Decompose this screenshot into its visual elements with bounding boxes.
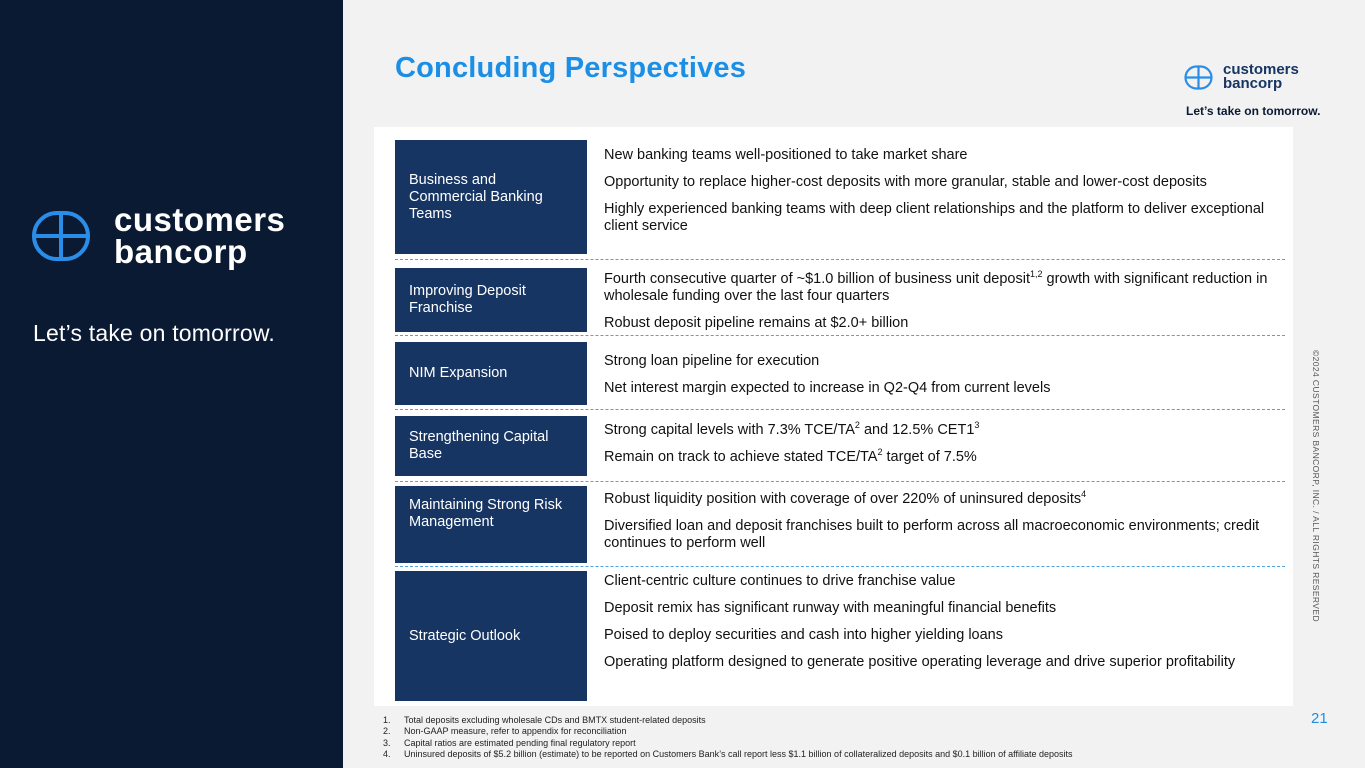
footnotes (383, 715, 1073, 760)
row-divider (395, 566, 1285, 567)
row-divider (395, 335, 1285, 336)
left-logo (32, 201, 286, 270)
bullet-text: Robust deposit pipeline remains at $2.0+ billion (604, 315, 909, 331)
row-label: Strategic Outlook (395, 571, 587, 701)
row-bullets (604, 147, 1274, 245)
logo-word-customers: customers (114, 201, 286, 238)
header-word-bancorp: bancorp (1223, 75, 1283, 92)
perspectives-table (374, 127, 1293, 706)
header-tagline: Let’s take on tomorrow. (1186, 104, 1321, 118)
bullet-text: Poised to deploy securities and cash into higher yielding loans (604, 627, 1003, 643)
row-divider (395, 409, 1285, 410)
bullet-text: Strong loan pipeline for execution (604, 353, 820, 369)
row-label: Strengthening Capital Base (395, 416, 587, 476)
copyright-notice (1310, 350, 1326, 620)
bullet-text: Remain on track to achieve stated TCE/$TA^2$ target of 7.5% (604, 447, 977, 465)
bullet-text: Opportunity to replace higher-cost deposits with more granular, stable and lower-cost deposits (604, 174, 1207, 190)
header-logo (1184, 63, 1299, 91)
customers-bancorp-small-logo-icon (1184, 65, 1213, 90)
footnote: 1. Total deposits excluding wholesale CDs and BMTX student-related deposits (383, 715, 706, 725)
footnote: 2. Non-GAAP measure, refer to appendix for reconciliation (383, 726, 627, 737)
bullet-text: New banking teams well-positioned to take market share (604, 147, 968, 163)
header-word-customers: customers (1223, 61, 1299, 78)
row-bullets (604, 573, 1274, 681)
row-bullets (604, 353, 1274, 407)
bullet-text: Operating platform designed to generate positive operating leverage and drive superior profitability (604, 654, 1236, 670)
bullet-text: Strong capital levels with 7.3% TCE/$TA^2$ and 12.5% $CET1^3$ (604, 420, 980, 438)
bullet-text: Robust liquidity position with coverage of over 220% of uninsured deposits$^4$ (604, 489, 1087, 507)
left-brand-panel (0, 0, 343, 768)
page-number: 21 (1311, 710, 1328, 727)
bullet-text: Highly experienced banking teams with deep client relationships and the platform to deliver exceptional client service (604, 201, 1265, 234)
header-logo-wordmark (1223, 63, 1299, 91)
bullet-text: Net interest margin expected to increase in Q2-Q4 from current levels (604, 380, 1051, 396)
bullet-text: Client-centric culture continues to drive franchise value (604, 573, 956, 589)
row-divider (395, 259, 1285, 260)
row-label: Improving Deposit Franchise (395, 268, 587, 332)
page-title: Concluding Perspectives (395, 52, 747, 84)
footnote: 3. Capital ratios are estimated pending final regulatory report (383, 737, 636, 748)
row-bullets (604, 271, 1274, 342)
copyright-text: ©2024 CUSTOMERS BANCORP, INC. / ALL RIGHTS RESERVED (1311, 350, 1321, 622)
left-tagline: Let’s take on tomorrow. (33, 320, 275, 346)
row-label: NIM Expansion (395, 342, 587, 405)
row-divider (395, 481, 1285, 482)
row-bullets (604, 491, 1274, 562)
row-bullets (604, 422, 1274, 476)
logo-word-bancorp: bancorp (114, 233, 248, 270)
bullet-text: Deposit remix has significant runway with meaningful financial benefits (604, 600, 1057, 616)
row-label: Business and Commercial Banking Teams (395, 140, 587, 254)
left-logo-wordmark (114, 201, 286, 270)
bullet-text: Fourth consecutive quarter of ~$1.0 billion of business unit deposit$^{1,2}$ growth with significant reduction in wholesale funding over the last four quarters (604, 269, 1268, 304)
row-label: Maintaining Strong Risk Management (395, 486, 587, 563)
footnote: 4. Uninsured deposits of $5.2 billion (estimate) to be reported on Customers Bank’s call report less $1.1 billion of collateralized deposits and $0.1 billion of affiliate deposits (383, 748, 1073, 759)
customers-bancorp-logo-icon (32, 211, 90, 261)
bullet-text: Diversified loan and deposit franchises built to perform across all macroeconomic environments; credit continues to perform well (604, 518, 1260, 551)
